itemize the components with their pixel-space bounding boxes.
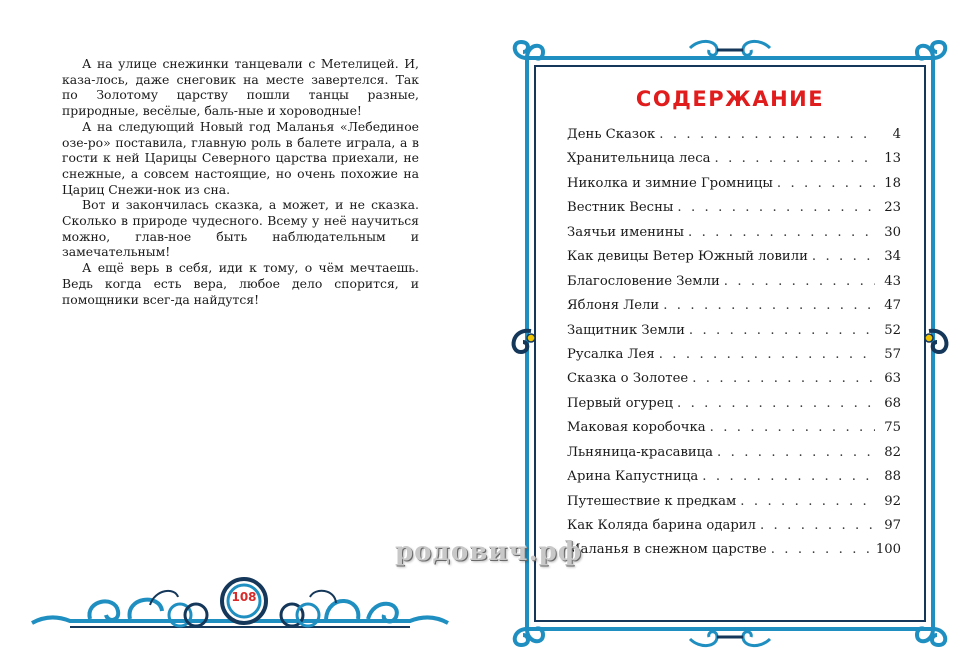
toc-entry[interactable] [567,542,901,566]
toc-leader-dots [714,151,875,166]
watermark: родович.рф [395,537,583,567]
toc-leader-dots [771,542,872,557]
toc-entry-page: 23 [884,200,901,216]
toc-leader-dots [692,371,875,386]
toc-entry-page: 82 [884,444,901,460]
toc-entry-title: Маковая коробочка [567,420,706,436]
toc-leader-dots [659,127,875,142]
toc-entry-title: Первый огурец [567,395,673,411]
toc-entry-page: 52 [884,322,901,338]
toc-leader-dots [677,200,875,215]
toc-entry[interactable] [567,127,901,151]
toc-leader-dots [688,225,875,240]
toc-leader-dots [777,176,875,191]
paragraph-1: А на улице снежинки танцевали с Метелицей. И, каза-лось, даже снеговик на месте завертелся. Так по Золотому царству пошли танцы разные, природные, весёлые, баль-ные и хороводные! [62,56,419,119]
toc-entry[interactable] [567,371,901,395]
toc-entry-page: 34 [884,249,901,265]
toc-entry-page: 30 [884,224,901,240]
toc-entry[interactable] [567,225,901,249]
toc-entry[interactable] [567,274,901,298]
toc-entry-page: 4 [892,127,901,142]
toc-entry-title: Арина Капустница [567,469,699,485]
toc-entry-title: Заячьи именины [567,224,684,240]
toc-entry[interactable] [567,200,901,224]
toc-entry[interactable] [567,347,901,371]
toc-leader-dots [702,469,875,484]
toc-entry-page: 57 [884,346,901,362]
toc-title: СОДЕРЖАНИЕ [635,87,825,111]
toc-leader-dots [659,347,875,362]
toc-leader-dots [710,420,875,435]
toc-leader-dots [663,298,875,313]
toc-leader-dots [812,249,875,264]
toc-entry[interactable] [567,323,901,347]
toc-entry-title: Николка и зимние Громницы [567,175,773,191]
toc-entry-title: Благословение Земли [567,273,720,289]
toc-entry-page: 43 [884,273,901,289]
toc-leader-dots [717,445,875,460]
paragraph-2: А на следующий Новый год Маланья «Лебединое озе-ро» поставила, главную роль в балете играла, а в гости к ней Царицы Северного царства приехали, не снежные, а совсем настоящие, но очень похожие на Цариц Снежи-нок из сна. [62,118,419,197]
story-text [62,56,419,307]
toc-leader-dots [760,518,875,533]
toc-entry-page: 13 [884,151,901,167]
toc-entry[interactable] [567,176,901,200]
toc-leader-dots [724,274,875,289]
paragraph-3: Вот и закончилась сказка, а может, и не сказка. Сколько в природе чудесного. Всему у неё научиться можно, глав-ное быть наблюдательным и замечательным! [62,197,419,260]
toc-entry-title: Путешествие к предкам [567,493,737,509]
bottom-ornament [30,575,450,645]
toc-entry-title: Маланья в снежном царстве [567,542,767,558]
toc-entry-title: Льняница-красавица [567,444,714,460]
toc-entry-page: 63 [884,371,901,387]
toc-entry-page: 68 [884,395,901,411]
toc-entry-page: 88 [884,469,901,485]
paragraph-4: А ещё верь в себя, иди к тому, о чём мечтаешь. Ведь когда есть вера, любое дело спорится, и помощники всег-да найдутся! [62,260,419,307]
toc-entry-page: 47 [884,298,901,314]
toc-entry[interactable] [567,518,901,542]
toc-entry[interactable] [567,249,901,273]
toc-entry-title: Сказка о Золотее [567,371,689,387]
toc-leader-dots [689,323,875,338]
toc-leader-dots [740,494,875,509]
toc-entry[interactable] [567,469,901,493]
page-number: 108 [231,590,257,604]
toc-entry-title: Как Коляда барина одарил [567,518,756,533]
toc-entry-page: 18 [884,175,901,191]
toc-entry-title: Хранительница леса [567,151,711,167]
toc-list [567,127,901,567]
toc-entry-title: День Сказок [567,127,656,142]
toc-entry-page: 92 [884,493,901,509]
toc-leader-dots [677,396,875,411]
toc-entry-page: 75 [884,420,901,436]
toc-entry-title: Защитник Земли [567,322,685,338]
toc-entry[interactable] [567,420,901,444]
toc-entry-page: 97 [884,518,901,533]
toc-entry[interactable] [567,494,901,518]
toc-entry[interactable] [567,445,901,469]
toc-entry-title: Яблоня Лели [567,298,660,314]
toc-entry[interactable] [567,396,901,420]
toc-entry-title: Вестник Весны [567,200,674,216]
toc-entry-page: 100 [875,542,901,558]
toc-entry[interactable] [567,151,901,175]
toc-entry[interactable] [567,298,901,322]
toc-entry-title: Русалка Лея [567,346,655,362]
toc-entry-title: Как девицы Ветер Южный ловили [567,249,808,265]
